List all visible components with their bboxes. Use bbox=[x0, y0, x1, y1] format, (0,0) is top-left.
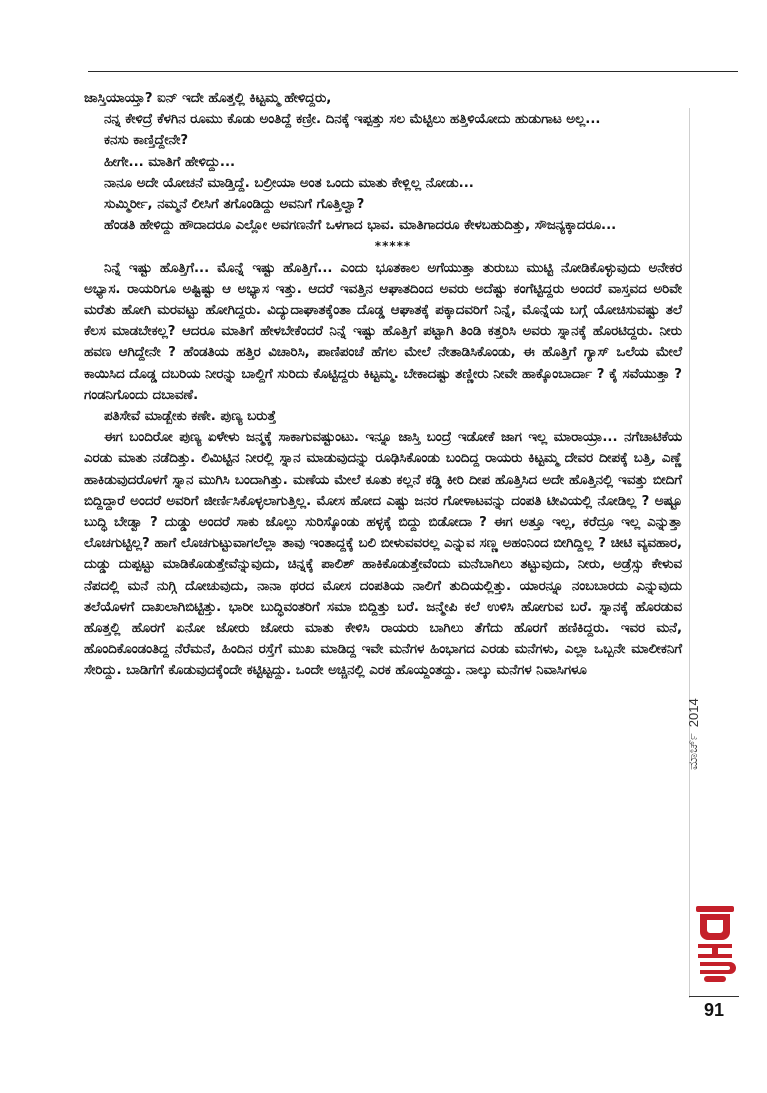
issue-date bbox=[682, 680, 704, 770]
story-paragraph: ಸುಮ್ಮಿರ್ರೀ, ನಮ್ಮನೆ ಲೀಸಿಗೆ ತಗೊಂಡಿದ್ದು ಅವನಿಗೆ ಗೊತ್ತಿಲ್ವಾ? bbox=[104, 197, 365, 213]
page-number: 91 bbox=[703, 1000, 725, 1020]
mayura-logo bbox=[690, 900, 740, 990]
issue-year: 2014 bbox=[685, 698, 701, 728]
section-separator: ***** bbox=[374, 239, 412, 254]
bottom-rule bbox=[689, 996, 739, 997]
story-paragraph: ಪತಿಸೇವೆ ಮಾಡ್ಬೇಕು ಕಣೇ. ಪುಣ್ಯ ಬರುತ್ತೆ bbox=[104, 409, 277, 425]
side-rule bbox=[689, 108, 690, 998]
story-paragraph: ನನ್ನ ಕೇಳಿದ್ರೆ ಕೆಳಗಿನ ರೂಮು ಕೊಡು ಅಂತಿದ್ದೆ ಕಣ್ರೀ. ದಿನಕ್ಕೆ ಇಪ್ಪತ್ತು ಸಲ ಮೆಟ್ಟಿಲು ಹತ್ತಿಳಿಯೋದು ಹುಡುಗಾಟ ಅಲ್ಲ... bbox=[104, 112, 601, 128]
issue-month: ಮಾರ್ಚ್ bbox=[685, 733, 700, 770]
top-rule bbox=[88, 71, 738, 72]
story-paragraph: ಈಗ ಬಂದಿರೋ ಪುಣ್ಯ ಏಳೇಳು ಜನ್ಮಕ್ಕೆ ಸಾಕಾಗುವಷ್ಟುಂಟು. ಇನ್ನೂ ಜಾಸ್ತಿ ಬಂದ್ರೆ ಇಡೋಕೆ ಜಾಗ ಇಲ್ಲ ಮಾರಾಯ್ರಾ... ನಗೆಚಾಟಿಕೆಯ ಎರಡು ಮಾತು ನಡೆದಿತ್ತು. ಲಿಮಿಟ್ಟಿನ ನೀರಲ್ಲಿ ಸ್ನಾನ ಮಾಡುವುದನ್ನು ರೂಢಿಸಿಕೊಂಡು ಬಂದಿದ್ದ ರಾಯರು ಕಿಟ್ಟಮ್ಮ ದೇವರ ದೀಪಕ್ಕೆ ಬತ್ತಿ, ಎಣ್ಣೆ ಹಾಕಿಡುವುದರೊಳಗೆ ಸ್ನಾನ ಮುಗಿಸಿ ಬಂದಾಗಿತ್ತು. ಮಣೆಯ ಮೇಲೆ ಕೂತು ಕಲ್ಲನೆ ಕಡ್ಡಿ ಕೀರಿ ದೀಪ ಹೊತ್ತಿಸಿದ ಅದೇ ಹೊತ್ತಿನಲ್ಲಿ ಇವತ್ತು ಬೀದಿಗೆ ಬಿದ್ದಿದ್ದಾರೆ ಅಂದರೆ ಅವರಿಗೆ ಜೀರ್ಣಿಸಿಕೊಳ್ಳಲಾಗುತ್ತಿಲ್ಲ. ಮೋಸ ಹೋದ ಎಷ್ಟು ಜನರ ಗೋಳಾಟವನ್ನು ದಂಪತಿ ಟೀವಿಯಲ್ಲಿ ನೋಡಿಲ್ಲ ? ಅಷ್ಟೂ ಬುದ್ಧಿ ಬೇಡ್ವಾ ? ದುಡ್ಡು ಅಂದರೆ ಸಾಕು ಜೊಲ್ಲು ಸುರಿಸ್ಕೊಂಡು ಹಳ್ಳಕ್ಕೆ ಬಿದ್ದು ಬಿಡೋದಾ ? ಈಗ ಅತ್ತೂ ಇಲ್ಲ, ಕರೆದ್ರೂ ಇಲ್ಲ ಎನ್ನುತ್ತಾ ಲೊಚಗುಟ್ಟಿಲ್ಲ? ಹಾಗೆ ಲೊಚಗುಟ್ಟುವಾಗಲೆಲ್ಲಾ ತಾವು ಇಂತಾದ್ದಕ್ಕೆ ಬಲಿ ಬೀಳುವವರಲ್ಲ ಎನ್ನುವ ಸಣ್ಣ ಅಹಂನಿಂದ ಬೀಗಿದ್ದಿಲ್ಲ ? ಚೀಟಿ ವ್ಯವಹಾರ, ದುಡ್ಡು ದುಪ್ಪಟ್ಟು ಮಾಡಿಕೊಡುತ್ತೇವೆನ್ನುವುದು, ಚಿನ್ನಕ್ಕೆ ಪಾಲಿಶ್ ಹಾಕಿಕೊಡುತ್ತೇವೆಂದು ಮನೆಬಾಗಿಲು ತಟ್ಟುವುದು, ನೀರು, ಅಡ್ರೆಸ್ಸು ಕೇಳುವ ನೆಪದಲ್ಲಿ ಮನೆ ನುಗ್ಗಿ ದೋಚುವುದು, ನಾನಾ ಥರದ ಮೋಸ ದಂಪತಿಯ ನಾಲಿಗೆ ತುದಿಯಲ್ಲಿತ್ತು. ಯಾರನ್ನೂ ನಂಬಬಾರದು ಎನ್ನುವುದು ತಲೆಯೊಳಗೆ ದಾಖಲಾಗಿಬಿಟ್ಟಿತ್ತು. ಭಾರೀ ಬುದ್ಧಿವಂತರಿಗೆ ಸಮಾ ಬಿದ್ದಿತ್ತು ಬರೆ. ಜನ್ಮೇಪಿ ಕಲೆ ಉಳಿಸಿ ಹೋಗುವ ಬರೆ. ಸ್ನಾನಕ್ಕೆ ಹೊರಡುವ ಹೊತ್ತಲ್ಲಿ ಹೊರಗೆ ಏನೋ ಜೋರು ಜೋರು ಮಾತು ಕೇಳಿಸಿ ರಾಯರು ಬಾಗಿಲು ತೆಗೆದು ಹೊರಗೆ ಹಣಿಕಿದ್ದರು. ಇವರ ಮನೆ, ಹೊಂದಿಕೊಂಡಂತಿದ್ದ ನೆರೆಮನೆ, ಹಿಂದಿನ ರಸ್ತೆಗೆ ಮುಖ ಮಾಡಿದ್ದ ಇವೇ ಮನೆಗಳ ಹಿಂಭಾಗದ ಎರಡು ಮನೆಗಳು, ಎಲ್ಲಾ ಒಬ್ಬನೇ ಮಾಲೀಕನಿಗೆ ಸೇರಿದ್ದು. ಬಾಡಿಗೆಗೆ ಕೊಡುವುದಕ್ಕೆಂದೇ ಕಟ್ಟಿಟ್ಟದ್ದು. ಒಂದೇ ಅಚ್ಚಿನಲ್ಲಿ ಎರಕ ಹೊಯ್ದಂತದ್ದು. ನಾಲ್ಕು ಮನೆಗಳ ನಿವಾಸಿಗಳೂ bbox=[84, 430, 682, 679]
story-paragraph: ಜಾಸ್ತಿಯಾಯ್ತಾ? ಐನ್ ಇದೇ ಹೊತ್ತಲ್ಲಿ ಕಿಟ್ಟಮ್ಮ ಹೇಳಿದ್ದರು, bbox=[84, 91, 332, 106]
story-paragraph: ಹೆಂಡತಿ ಹೇಳಿದ್ದು ಹೌದಾದರೂ ಎಲ್ಲೋ ಅವಗಣನೆಗೆ ಒಳಗಾದ ಭಾವ. ಮಾತಿಗಾದರೂ ಕೇಳಬಹುದಿತ್ತು, ಸೌಜನ್ಯಕ್ಕಾದರೂ... bbox=[104, 218, 617, 234]
story-column bbox=[84, 88, 682, 682]
story-paragraph: ನಿನ್ನೆ ಇಷ್ಟು ಹೊತ್ತಿಗೆ... ಮೊನ್ನೆ ಇಷ್ಟು ಹೊತ್ತಿಗೆ... ಎಂದು ಭೂತಕಾಲ ಅಗೆಯುತ್ತಾ ತುರುಬು ಮುಟ್ಟಿ ನೋಡಿಕೊಳ್ಳುವುದು ಅನೇಕರ ಅಭ್ಯಾಸ. ರಾಯರಿಗೂ ಅಷ್ಟಿಷ್ಟು ಆ ಅಭ್ಯಾಸ ಇತ್ತು. ಆದರೆ ಇವತ್ತಿನ ಆಘಾತದಿಂದ ಅವರು ಅದೆಷ್ಟು ಕಂಗೆಟ್ಟಿದ್ದರು ಅಂದರೆ ವಾಸ್ತವದ ಅರಿವೇ ಮರೆತು ಹೋಗಿ ಮರವಟ್ಟು ಹೋಗಿದ್ದರು. ವಿದ್ಯುದಾಘಾತಕ್ಕೆಂತಾ ದೊಡ್ಡ ಆಘಾತಕ್ಕೆ ಪಕ್ಕಾದವರಿಗೆ ನಿನ್ನೆ, ಮೊನ್ನೆಯ ಬಗ್ಗೆ ಯೋಚಿಸುವಷ್ಟು ತಲೆ ಕೆಲಸ ಮಾಡಬೇಕಲ್ಲ? ಆದರೂ ಮಾತಿಗೆ ಹೇಳಬೇಕೆಂದರೆ ನಿನ್ನೆ ಇಷ್ಟು ಹೊತ್ತಿಗೆ ಪಟ್ಟಾಗಿ ತಿಂಡಿ ಕತ್ತರಿಸಿ ಅವರು ಸ್ನಾನಕ್ಕೆ ಹೊರಟಿದ್ದರು. ನೀರು ಹವಣ ಆಗಿದ್ದೇನೇ ? ಹೆಂಡತಿಯ ಹತ್ತಿರ ವಿಚಾರಿಸಿ, ಪಾಣಿಪಂಚೆ ಹೆಗಲ ಮೇಲೆ ನೇತಾಡಿಸಿಕೊಂಡು, ಈ ಹೊತ್ತಿಗೆ ಗ್ಯಾಸ್ ಒಲೆಯ ಮೇಲೆ ಕಾಯಿಸಿದ ದೊಡ್ಡ ದಬರಿಯ ನೀರನ್ನು ಬಾಲ್ದಿಗೆ ಸುರಿದು ಕೊಟ್ಟಿದ್ದರು ಕಿಟ್ಟಮ್ಮ. ಬೇಕಾದಷ್ಟು ತಣ್ಣೀರು ನೀವೇ ಹಾಕ್ಕೊಂಬಾರ್ದಾ ? ಕೈ ಸವೆಯುತ್ತಾ ? ಗಂಡನಿಗೊಂದು ದಬಾವಣೆ. bbox=[84, 260, 682, 403]
story-paragraph: ನಾನೂ ಅದೇ ಯೋಚನೆ ಮಾಡ್ತಿದ್ದೆ. ಬಲ್ರೀಯಾ ಅಂತ ಒಂದು ಮಾತು ಕೇಳ್ಲಿಲ್ಲ ನೋಡು... bbox=[104, 175, 474, 191]
story-paragraph: ಹೀಗೇ... ಮಾತಿಗೆ ಹೇಳಿದ್ದು... bbox=[104, 154, 236, 170]
story-paragraph: ಕನಸು ಕಾಣ್ತಿದ್ದೇನೇ? bbox=[104, 133, 189, 149]
